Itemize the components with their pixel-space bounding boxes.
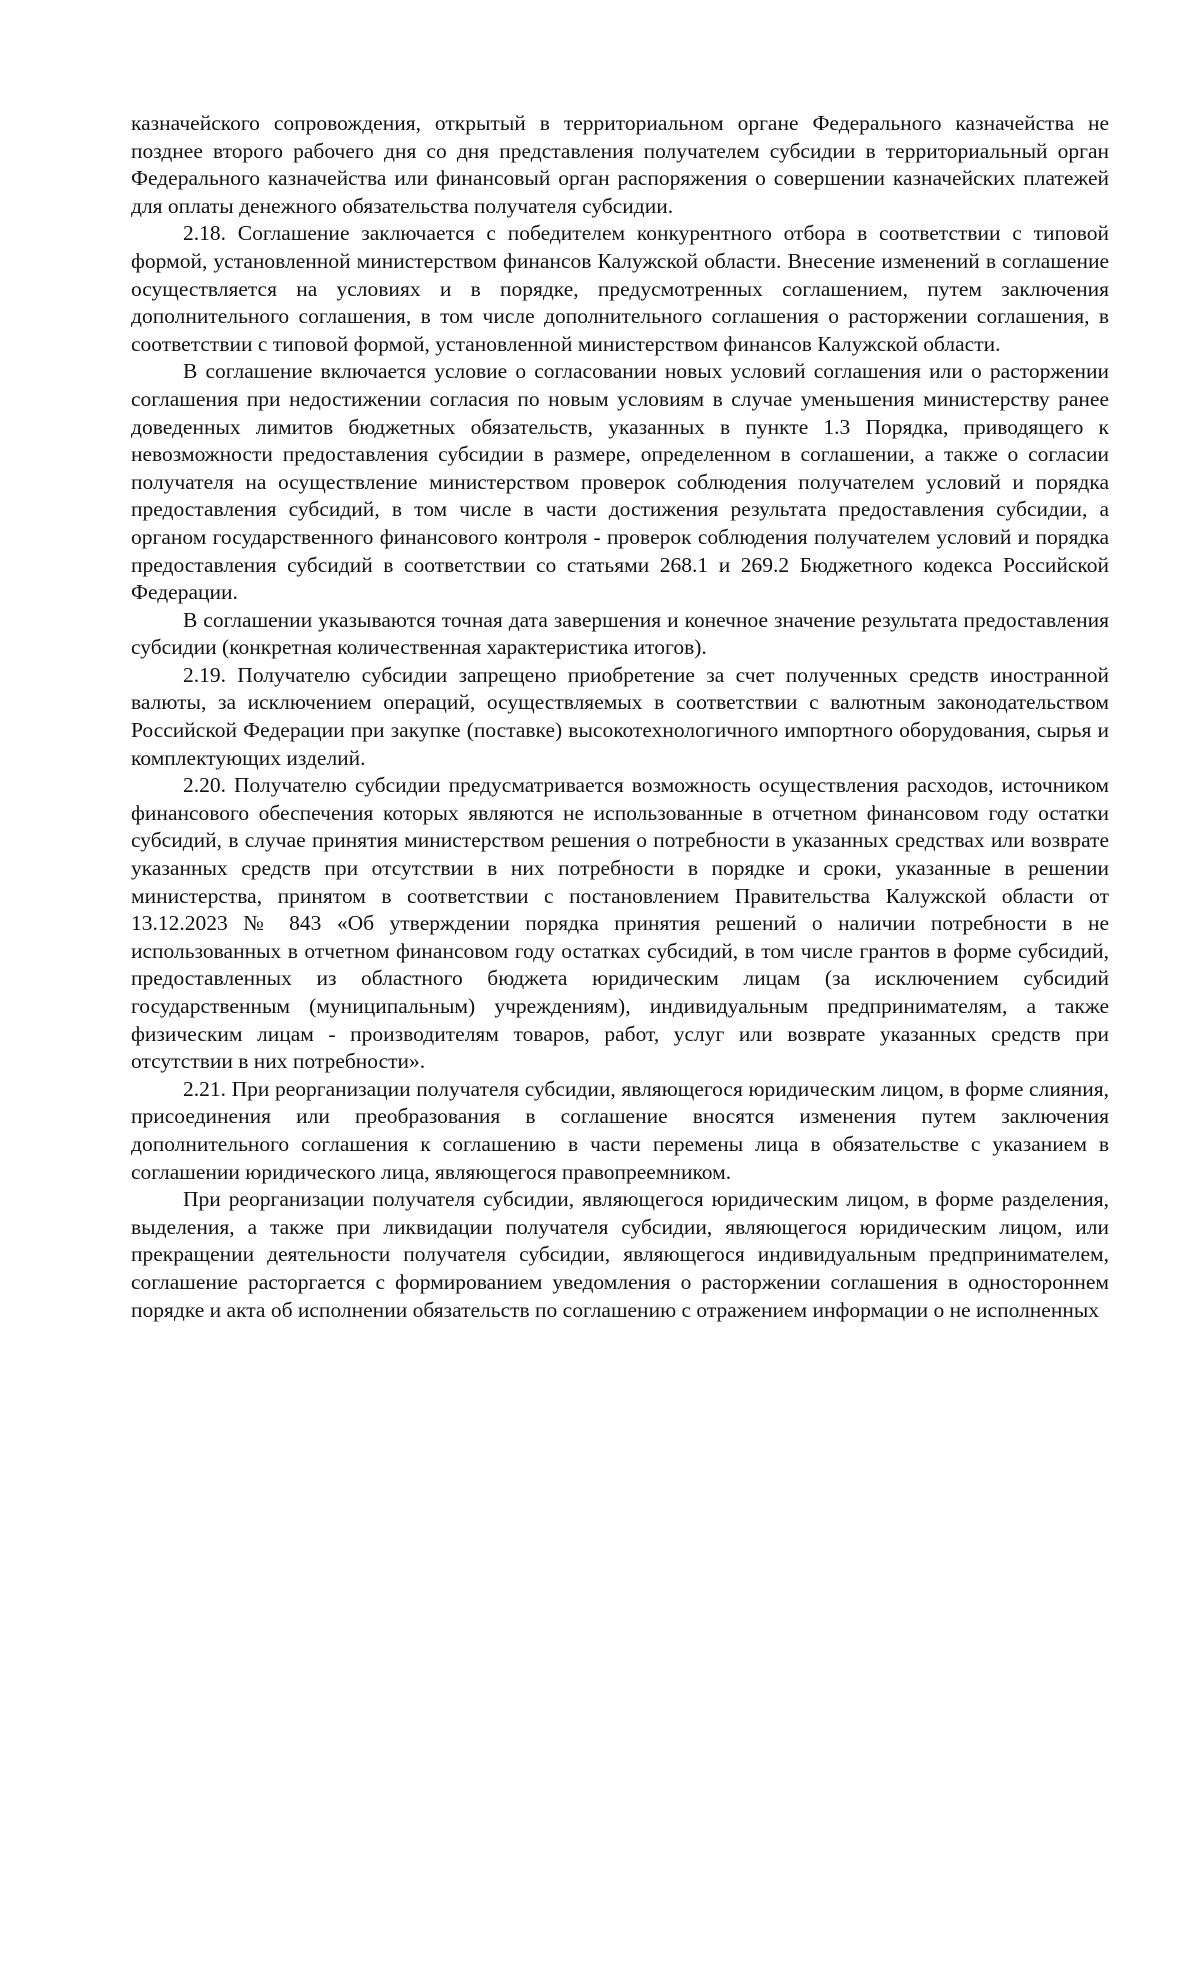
paragraph-treasury-account: казначейского сопровождения, открытый в территориальном органе Федерального казначейства не позднее второго рабочего дня со дня представления получателем субсидии в территориальный орган Федерального казначейства или финансовый орган распоряжения о совершении казначейских платежей для оплаты денежного обязательства получателя субсидии. (131, 111, 1109, 218)
paragraph-reorganization: При реорганизации получателя субсидии, являющегося юридическим лицом, в форме разделения, выделения, а также при ликвидации получателя субсидии, являющегося юридическим лицом, или прекращении деятельности получателя субсидии, являющегося индивидуальным предпринимателем, соглашение расторгается с формированием уведомления о расторжении соглашения в одностороннем порядке и акта об исполнении обязательств по соглашению с отражением информации о не исполненных (131, 1187, 1109, 1322)
paragraph-2-18: 2.18. Соглашение заключается с победителем конкурентного отбора в соответствии с типовой формой, установленной министерством финансов Калужской области. Внесение изменений в соглашение осуществляется на условиях и в порядке, предусмотренных соглашением, путем заключения дополнительного соглашения, в том числе дополнительного соглашения о расторжении соглашения, в соответствии с типовой формой, установленной министерством финансов Калужской области. (131, 221, 1109, 356)
paragraph-agreement-conditions: В соглашение включается условие о согласовании новых условий соглашения или о расторжении соглашения при недостижении согласия по новым условиям в случае уменьшения министерству ранее доведенных лимитов бюджетных обязательств, указанных в пункте 1.3 Порядка, приводящего к невозможности предоставления субсидии в размере, определенном в соглашении, а также о согласии получателя на осуществление министерством проверок соблюдения получателем условий и порядка предоставления субсидий, в том числе в части достижения результата предоставления субсидии, а органом государственного финансового контроля - проверок соблюдения получателем условий и порядка предоставления субсидий в соответствии со статьями 268.1 и 269.2 Бюджетного кодекса Российской Федерации. (131, 359, 1109, 605)
paragraph-2-19: 2.19. Получателю субсидии запрещено приобретение за счет полученных средств иностранной валюты, за исключением операций, осуществляемых в соответствии с валютным законодательством Российской Федерации при закупке (поставке) высокотехнологичного импортного оборудования, сырья и комплектующих изделий. (131, 662, 1109, 770)
document-body (131, 110, 1109, 1324)
paragraph-2-20: 2.20. Получателю субсидии предусматривается возможность осуществления расходов, источником финансового обеспечения которых являются не использованные в отчетном финансовом году остатки субсидий, в случае принятия министерством решения о потребности в указанных средствах или возврате указанных средств при отсутствии в них потребности в порядке и сроки, указанные в решении министерства, принятом в соответствии с постановлением Правительства Калужской области от 13.12.2023 № 843 «Об утверждении порядка принятия решений о наличии потребности в не использованных в отчетном финансовом году остатках субсидий, в том числе грантов в форме субсидий, предоставленных из областного бюджета юридическим лицам (за исключением субсидий государственным (муниципальным) учреждениям), индивидуальным предпринимателям, а также физическим лицам - производителям товаров, работ, услуг или возврате указанных средств при отсутствии в них потребности». (131, 773, 1109, 1074)
paragraph-2-21: 2.21. При реорганизации получателя субсидии, являющегося юридическим лицом, в форме слияния, присоединения или преобразования в соглашение вносятся изменения путем заключения дополнительного соглашения к соглашению в части перемены лица в обязательстве с указанием в соглашении юридического лица, являющегося правопреемником. (131, 1076, 1109, 1184)
paragraph-completion-date: В соглашении указываются точная дата завершения и конечное значение результата предоставления субсидии (конкретная количественная характеристика итогов). (131, 607, 1109, 660)
